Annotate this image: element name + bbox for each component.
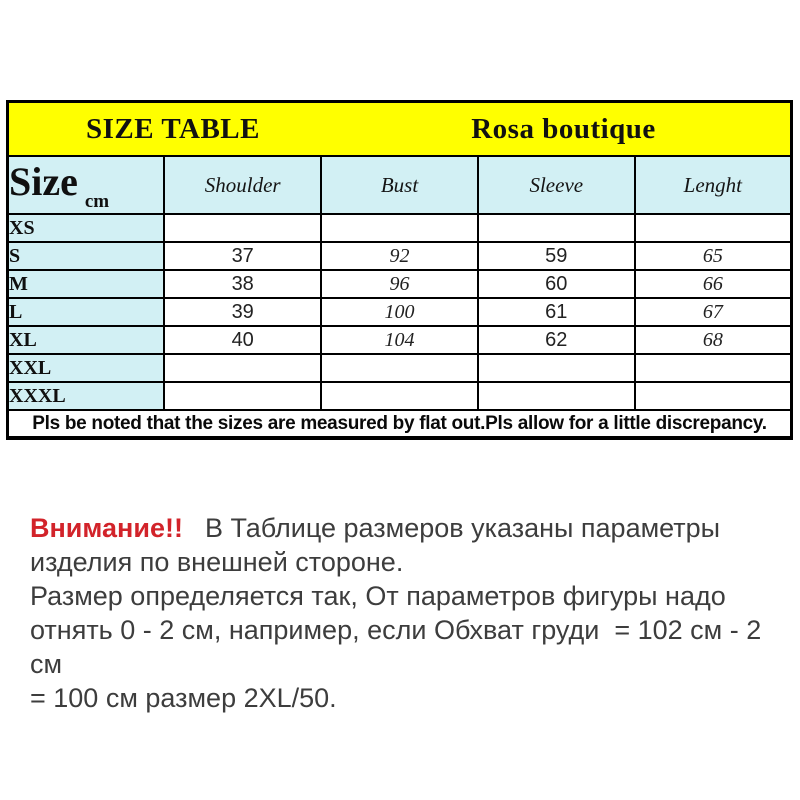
size-cell: M <box>8 270 165 298</box>
note-row <box>8 410 792 438</box>
column-header-row <box>8 156 792 214</box>
warning-line-2: изделия по внешней стороне. <box>30 547 404 577</box>
sleeve-cell: 62 <box>478 326 635 354</box>
warning-text-block <box>30 511 790 715</box>
shoulder-cell: 40 <box>164 326 321 354</box>
sleeve-cell <box>478 382 635 410</box>
size-chart-table <box>6 100 793 440</box>
column-header-bust: Bust <box>321 156 478 214</box>
title-band-content <box>9 113 790 146</box>
size-cell: XXL <box>8 354 165 382</box>
bust-cell <box>321 214 478 242</box>
lenght-cell <box>635 354 792 382</box>
shoulder-cell <box>164 382 321 410</box>
table-row-s <box>8 242 792 270</box>
shoulder-cell: 38 <box>164 270 321 298</box>
bust-cell: 104 <box>321 326 478 354</box>
warning-line-1 <box>30 511 790 545</box>
table-row-xxxl <box>8 382 792 410</box>
title-band <box>8 102 792 157</box>
warning-line-text: В Таблице размеров указаны параметры <box>204 513 721 543</box>
warning-line-5: = 100 см размер 2XL/50. <box>30 683 337 713</box>
column-header-size <box>8 156 165 214</box>
size-cell: XL <box>8 326 165 354</box>
lenght-cell <box>635 214 792 242</box>
lenght-cell: 68 <box>635 326 792 354</box>
shoulder-cell: 39 <box>164 298 321 326</box>
lenght-cell: 65 <box>635 242 792 270</box>
bust-cell: 96 <box>321 270 478 298</box>
measurement-note: Pls be noted that the sizes are measured by flat out.Pls allow for a little discrepancy. <box>8 410 792 438</box>
sleeve-cell: 60 <box>478 270 635 298</box>
size-chart-container <box>6 100 793 440</box>
table-row-l <box>8 298 792 326</box>
shoulder-cell <box>164 354 321 382</box>
warning-line-3: Размер определяется так, От параметров фигуры надо <box>30 581 726 611</box>
shoulder-cell <box>164 214 321 242</box>
sleeve-cell <box>478 214 635 242</box>
bust-cell: 100 <box>321 298 478 326</box>
shoulder-cell: 37 <box>164 242 321 270</box>
size-cell: L <box>8 298 165 326</box>
table-row-xl <box>8 326 792 354</box>
warning-line-4: отнять 0 - 2 см, например, если Обхват груди = 102 см - 2 см <box>30 615 769 679</box>
sleeve-cell <box>478 354 635 382</box>
bust-cell <box>321 354 478 382</box>
sleeve-cell: 61 <box>478 298 635 326</box>
warning-label: Внимание!! <box>30 513 183 543</box>
sleeve-cell: 59 <box>478 242 635 270</box>
size-cell: XXXL <box>8 382 165 410</box>
column-header-sleeve: Sleeve <box>478 156 635 214</box>
size-table-title: SIZE TABLE <box>86 112 260 145</box>
column-header-lenght: Lenght <box>635 156 792 214</box>
size-cell: XS <box>8 214 165 242</box>
lenght-cell: 67 <box>635 298 792 326</box>
size-unit-label: cm <box>84 190 110 212</box>
table-row-xs <box>8 214 792 242</box>
table-row-xxl <box>8 354 792 382</box>
brand-name: Rosa boutique <box>471 112 656 145</box>
size-cell: S <box>8 242 165 270</box>
column-header-shoulder: Shoulder <box>164 156 321 214</box>
size-label: Size <box>9 158 78 204</box>
bust-cell: 92 <box>321 242 478 270</box>
lenght-cell: 66 <box>635 270 792 298</box>
table-row-m <box>8 270 792 298</box>
bust-cell <box>321 382 478 410</box>
lenght-cell <box>635 382 792 410</box>
